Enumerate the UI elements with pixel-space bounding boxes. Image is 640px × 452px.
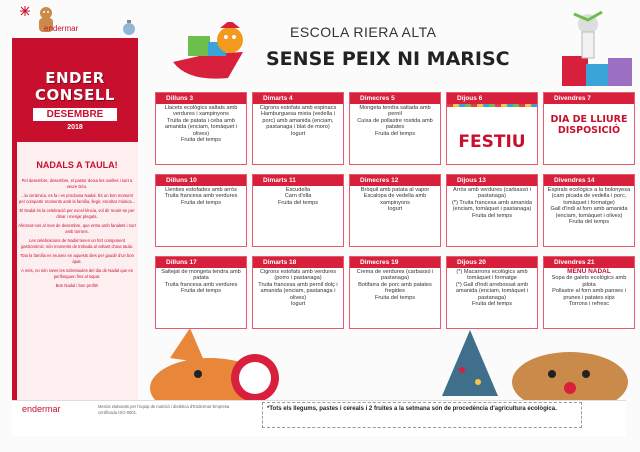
day-label: Divendres 14 (544, 175, 634, 186)
dish-item: Sopa de galets ecològics amb pilota (551, 275, 627, 288)
day-label: Dimarts 18 (253, 257, 343, 268)
dish-item: (*) Gall d'indi arrebossat amb amanida (enciam, tomàquet i pastanaga) (455, 281, 529, 301)
school-name: ESCOLA RIERA ALTA (290, 24, 437, 40)
sidebar-heading: NADALS A TAULA! (36, 160, 118, 170)
dish-item: MENU NADAL (567, 268, 611, 275)
sidebar-paragraph: Bon Nadal i bon profit!! (55, 283, 99, 288)
dish-item: (*) Truita francesa amb amanida (enciam, tomàquet i pastanaga) (452, 199, 532, 213)
dish-list (253, 268, 343, 308)
page-title: SENSE PEIX NI MARISC (266, 48, 510, 70)
day-label: Dijous 6 (447, 93, 537, 104)
footer-note: Menús elaborats per l'equip de nutrició i dietètica d'Endermar Empresa certificada ISO 9001. (98, 404, 230, 415)
dish-item: Truita francesa amb verdures (164, 281, 238, 288)
dish-item: Iogurt (387, 206, 403, 213)
menu-day-cell (543, 92, 635, 165)
dish-item: Truita de patata i ceba amb amanida (enciam, tomàquet i olives) (164, 117, 238, 137)
day-label: Divendres 7 (544, 93, 634, 104)
day-label: Dimecres 12 (350, 175, 440, 186)
menu-day-cell (155, 174, 247, 247)
fox-illustration-icon (150, 318, 300, 402)
dish-item: Mongeta tendra saltada amb pernil (359, 105, 431, 118)
dish-item: Crema de verdures (carbassó i pastanaga) (356, 269, 434, 282)
dish-item: Fruita del temps (568, 219, 610, 226)
dish-item: Hamburguesa mixta (vedella i porc) amb amanida (enciam, pastanaga i blat de moro) (261, 111, 335, 131)
sidebar-title-line2: CONSELL (35, 86, 115, 104)
dish-item: Botifarra de porc amb patates fregides (358, 281, 432, 295)
sidebar-text (18, 178, 136, 292)
brand-logo-text: endermar (44, 24, 79, 33)
menu-day-cell (252, 92, 344, 165)
sidebar-paragraph: ...la ceràmica, es fa i es proclama Nadal. És un bon moment per compartir moments amb la família, llegir, escoltar música... (18, 193, 136, 204)
dish-item: (*) Macarrons ecològics amb tomàquet i formatge (456, 269, 528, 282)
sidebar-paragraph: Aferrant-nos al mes de desembre, que entra amb fanalets i surt amb torrons. (18, 223, 136, 234)
sidebar-paragraph: A més, no són rares les sobretaules del dia de Nadal que es perllonguen fins al sopar. (21, 268, 133, 279)
day-label: Dimarts 4 (253, 93, 343, 104)
dish-item: Fruita del temps (471, 301, 513, 308)
day-label: Dilluns 3 (156, 93, 246, 104)
sleigh-icon (168, 22, 258, 84)
dish-list (156, 186, 246, 207)
dish-item: Fruita del temps (180, 137, 222, 144)
day-label: Dilluns 17 (156, 257, 246, 268)
dish-item: Fruita del temps (471, 212, 513, 219)
dish-item: Fruita del temps (180, 288, 222, 295)
sidebar-header (12, 38, 138, 142)
dish-item: Truita francesa amb verdures (164, 193, 238, 200)
dish-item: Pollastre al forn amb panses i prunes i patates xips (552, 288, 626, 301)
ornament-icon (122, 20, 136, 36)
dish-item: Torrons i refresc (568, 301, 610, 308)
day-label: Dijous 13 (447, 175, 537, 186)
dish-item: Escalopa de vedella amb xampinyons (363, 193, 427, 206)
dish-item: Llenties estofades amb arròs (165, 187, 237, 193)
dish-list (544, 268, 634, 308)
dish-list (350, 268, 440, 302)
dish-item: Gall d'indi al forn amb amanida (enciam, tomàquet i olives) (550, 206, 628, 219)
dish-list (156, 268, 246, 296)
menu-grid (155, 92, 637, 338)
menu-day-cell (349, 256, 441, 329)
dish-item: Fruita del temps (374, 130, 416, 137)
bunting-decoration (447, 104, 537, 114)
sidebar-paragraph: El Nadal és la celebració per excel·lència, vol dir reunir-se per dinar i menjar plegats. (19, 208, 135, 219)
sidebar-paragraph: Tota la família es reuneix en aquests dies per gaudir d'un bon àpat. (20, 253, 134, 264)
dish-item: Cigrons estofats amb espinacs (259, 105, 337, 111)
dish-item: Cuixa de pollastre rostida amb patates (357, 117, 433, 131)
footer-brand: endermar (22, 404, 61, 414)
day-label: Dimarts 11 (253, 175, 343, 186)
dish-item: Bròquil amb patata al vapor (360, 187, 430, 193)
dish-item: Cigrons estofats amb verdures (porro i pastanaga) (259, 269, 337, 282)
menu-day-cell (155, 92, 247, 165)
menu-day-cell (543, 174, 635, 247)
dish-item: Fruita del temps (277, 199, 319, 206)
dish-list (253, 186, 343, 207)
special-day-label: DIA DE LLIURE DISPOSICIÓ (550, 114, 628, 136)
dish-list (156, 104, 246, 144)
menu-day-cell (252, 174, 344, 247)
day-label: Dilluns 10 (156, 175, 246, 186)
dish-item: Fruita del temps (180, 199, 222, 206)
sidebar-paragraph: Pel desembre, desembre, el pastor deixa les ovelles i surt a veure Déu. (21, 178, 133, 189)
dish-item: Fruita del temps (374, 294, 416, 301)
menu-day-cell (349, 174, 441, 247)
dish-item: Arròs amb verdures (carbassó i pastanaga) (452, 187, 532, 200)
dish-list (350, 104, 440, 138)
dish-list (350, 186, 440, 214)
eco-notice: *Tots els llegums, pastes i cereals i 2 fruites a la setmana són de procedència d'agricultura ecològica. (262, 402, 582, 428)
day-label: Dijous 20 (447, 257, 537, 268)
dish-item: Carn d'olla (284, 193, 312, 200)
reindeer-illustration-icon (490, 318, 630, 402)
menu-day-cell (446, 174, 538, 247)
day-label: Dimecres 5 (350, 93, 440, 104)
dish-item: Llacets ecològics saltats amb verdures i xampinyons (164, 105, 238, 118)
day-label: Divendres 21 (544, 257, 634, 268)
gift-boxes-icon (558, 10, 634, 90)
sidebar-month: DESEMBRE (33, 108, 118, 121)
sidebar-title-line1: ENDER (45, 69, 105, 87)
dish-item: Escudella (285, 187, 311, 193)
sidebar-paragraph: Les celebracions de Nadal tenen un fort component gastronòmic: són moments de trobada al voltant d'una taula. (20, 238, 134, 249)
menu-day-cell (349, 92, 441, 165)
menu-day-cell (446, 92, 538, 165)
dish-item: Saltejat de mongeta tendra amb patata (161, 269, 241, 282)
dish-item: Espirals ecològics a la bolonyesa (carn picada de vedella i porc, tomàquet i formatge) (547, 187, 631, 206)
snowflake-icon (20, 6, 30, 16)
day-label: Dimecres 19 (350, 257, 440, 268)
dish-item: Truita francesa amb pernil dolç i amanida (enciam, pastanaga i olives) (258, 281, 338, 301)
sidebar-year: 2018 (67, 124, 83, 131)
dish-list (447, 186, 537, 220)
dish-item: Iogurt (290, 301, 306, 308)
dish-item: Iogurt (290, 130, 306, 137)
dish-list (544, 186, 634, 226)
dish-list (447, 268, 537, 308)
special-day-label: FESTIU (458, 132, 526, 152)
dish-list (253, 104, 343, 138)
